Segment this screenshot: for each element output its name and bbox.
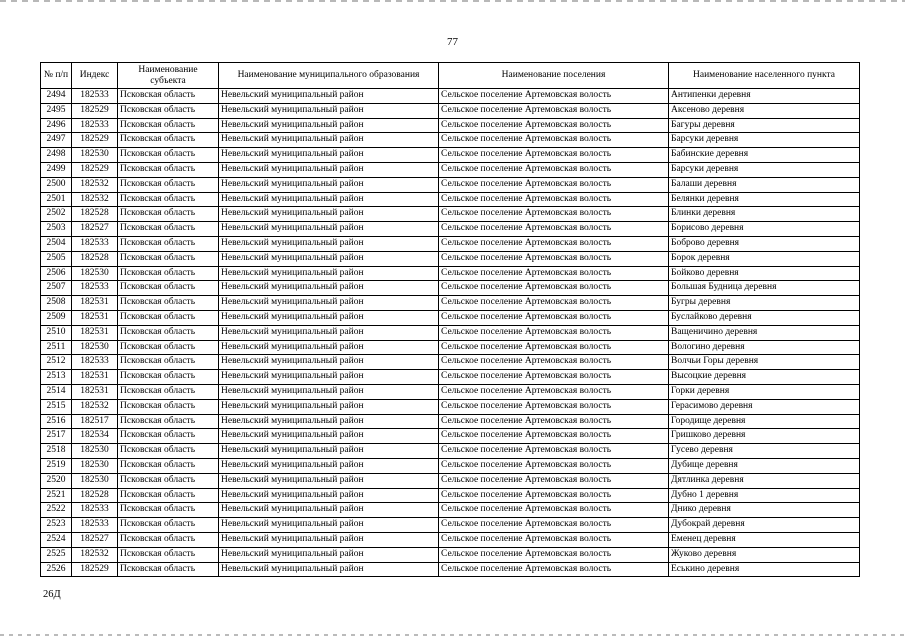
cell-index: 182531 xyxy=(72,384,118,399)
cell-subject: Псковская область xyxy=(118,325,219,340)
cell-locality: Жуково деревня xyxy=(669,547,860,562)
cell-subject: Псковская область xyxy=(118,162,219,177)
cell-municipality: Невельский муниципальный район xyxy=(219,532,439,547)
cell-index: 182532 xyxy=(72,177,118,192)
cell-number: 2520 xyxy=(41,473,72,488)
cell-municipality: Невельский муниципальный район xyxy=(219,399,439,414)
cell-subject: Псковская область xyxy=(118,384,219,399)
cell-index: 182533 xyxy=(72,118,118,133)
cell-locality: Багуры деревня xyxy=(669,118,860,133)
cell-municipality: Невельский муниципальный район xyxy=(219,562,439,577)
cell-municipality: Невельский муниципальный район xyxy=(219,103,439,118)
header-index: Индекс xyxy=(72,63,118,89)
footer-code: 26Д xyxy=(43,589,61,600)
cell-settlement: Сельское поселение Артемовская волость xyxy=(439,266,669,281)
cell-subject: Псковская область xyxy=(118,399,219,414)
cell-index: 182533 xyxy=(72,503,118,518)
cell-settlement: Сельское поселение Артемовская волость xyxy=(439,384,669,399)
cell-number: 2516 xyxy=(41,414,72,429)
cell-subject: Псковская область xyxy=(118,547,219,562)
cell-number: 2503 xyxy=(41,222,72,237)
cell-index: 182529 xyxy=(72,133,118,148)
cell-locality: Еськино деревня xyxy=(669,562,860,577)
cell-number: 2525 xyxy=(41,547,72,562)
cell-subject: Псковская область xyxy=(118,103,219,118)
cell-subject: Псковская область xyxy=(118,429,219,444)
header-locality: Наименование населенного пункта xyxy=(669,63,860,89)
cell-locality: Волчьи Горы деревня xyxy=(669,355,860,370)
cell-municipality: Невельский муниципальный район xyxy=(219,488,439,503)
cell-settlement: Сельское поселение Артемовская волость xyxy=(439,518,669,533)
cell-index: 182533 xyxy=(72,236,118,251)
cell-number: 2501 xyxy=(41,192,72,207)
cell-index: 182530 xyxy=(72,473,118,488)
cell-municipality: Невельский муниципальный район xyxy=(219,384,439,399)
cell-number: 2495 xyxy=(41,103,72,118)
cell-locality: Высоцкие деревня xyxy=(669,370,860,385)
cell-subject: Псковская область xyxy=(118,177,219,192)
cell-locality: Дятлинка деревня xyxy=(669,473,860,488)
cell-subject: Псковская область xyxy=(118,133,219,148)
table-row xyxy=(41,251,860,266)
cell-municipality: Невельский муниципальный район xyxy=(219,222,439,237)
cell-subject: Псковская область xyxy=(118,148,219,163)
cell-index: 182517 xyxy=(72,414,118,429)
cell-number: 2512 xyxy=(41,355,72,370)
cell-subject: Псковская область xyxy=(118,296,219,311)
table-row xyxy=(41,429,860,444)
cell-municipality: Невельский муниципальный район xyxy=(219,236,439,251)
cell-municipality: Невельский муниципальный район xyxy=(219,251,439,266)
cell-subject: Псковская область xyxy=(118,266,219,281)
cell-settlement: Сельское поселение Артемовская волость xyxy=(439,473,669,488)
cell-settlement: Сельское поселение Артемовская волость xyxy=(439,251,669,266)
header-municipality: Наименование муниципального образования xyxy=(219,63,439,89)
table-row xyxy=(41,148,860,163)
cell-settlement: Сельское поселение Артемовская волость xyxy=(439,488,669,503)
table-row xyxy=(41,177,860,192)
cell-municipality: Невельский муниципальный район xyxy=(219,162,439,177)
cell-settlement: Сельское поселение Артемовская волость xyxy=(439,192,669,207)
table-body xyxy=(41,89,860,577)
cell-municipality: Невельский муниципальный район xyxy=(219,414,439,429)
cell-municipality: Невельский муниципальный район xyxy=(219,518,439,533)
cell-municipality: Невельский муниципальный район xyxy=(219,444,439,459)
cell-municipality: Невельский муниципальный район xyxy=(219,148,439,163)
cell-municipality: Невельский муниципальный район xyxy=(219,192,439,207)
cell-locality: Городище деревня xyxy=(669,414,860,429)
settlements-table xyxy=(40,62,860,577)
cell-settlement: Сельское поселение Артемовская волость xyxy=(439,281,669,296)
cell-settlement: Сельское поселение Артемовская волость xyxy=(439,148,669,163)
cell-settlement: Сельское поселение Артемовская волость xyxy=(439,236,669,251)
table-header-row xyxy=(41,63,860,89)
table-row xyxy=(41,310,860,325)
cell-municipality: Невельский муниципальный район xyxy=(219,310,439,325)
cell-subject: Псковская область xyxy=(118,192,219,207)
cell-locality: Барсуки деревня xyxy=(669,162,860,177)
table-row xyxy=(41,222,860,237)
cell-index: 182531 xyxy=(72,370,118,385)
cell-index: 182528 xyxy=(72,207,118,222)
cell-municipality: Невельский муниципальный район xyxy=(219,266,439,281)
cell-locality: Бабинские деревня xyxy=(669,148,860,163)
cell-subject: Псковская область xyxy=(118,222,219,237)
cell-subject: Псковская область xyxy=(118,532,219,547)
header-number: № п/п xyxy=(41,63,72,89)
table-row xyxy=(41,473,860,488)
header-subject: Наименование субъекта xyxy=(118,63,219,89)
cell-subject: Псковская область xyxy=(118,355,219,370)
cell-index: 182532 xyxy=(72,192,118,207)
table-row xyxy=(41,340,860,355)
cell-number: 2507 xyxy=(41,281,72,296)
cell-index: 182530 xyxy=(72,148,118,163)
cell-number: 2508 xyxy=(41,296,72,311)
cell-municipality: Невельский муниципальный район xyxy=(219,89,439,104)
cell-settlement: Сельское поселение Артемовская волость xyxy=(439,532,669,547)
cell-settlement: Сельское поселение Артемовская волость xyxy=(439,89,669,104)
cell-number: 2522 xyxy=(41,503,72,518)
cell-settlement: Сельское поселение Артемовская волость xyxy=(439,340,669,355)
cell-municipality: Невельский муниципальный район xyxy=(219,118,439,133)
cell-number: 2498 xyxy=(41,148,72,163)
cell-subject: Псковская область xyxy=(118,207,219,222)
cell-subject: Псковская область xyxy=(118,310,219,325)
cell-number: 2504 xyxy=(41,236,72,251)
cell-number: 2519 xyxy=(41,458,72,473)
cell-municipality: Невельский муниципальный район xyxy=(219,281,439,296)
cell-municipality: Невельский муниципальный район xyxy=(219,325,439,340)
cell-settlement: Сельское поселение Артемовская волость xyxy=(439,177,669,192)
cell-settlement: Сельское поселение Артемовская волость xyxy=(439,118,669,133)
cell-locality: Антипенки деревня xyxy=(669,89,860,104)
cell-subject: Псковская область xyxy=(118,503,219,518)
table-row xyxy=(41,399,860,414)
cell-index: 182527 xyxy=(72,222,118,237)
table-row xyxy=(41,266,860,281)
cell-subject: Псковская область xyxy=(118,562,219,577)
cell-settlement: Сельское поселение Артемовская волость xyxy=(439,103,669,118)
cell-index: 182529 xyxy=(72,162,118,177)
cell-locality: Ващеничино деревня xyxy=(669,325,860,340)
cell-settlement: Сельское поселение Артемовская волость xyxy=(439,399,669,414)
cell-locality: Вологино деревня xyxy=(669,340,860,355)
cell-municipality: Невельский муниципальный район xyxy=(219,177,439,192)
cell-locality: Боброво деревня xyxy=(669,236,860,251)
cell-index: 182528 xyxy=(72,488,118,503)
cell-subject: Псковская область xyxy=(118,458,219,473)
cell-number: 2521 xyxy=(41,488,72,503)
cell-settlement: Сельское поселение Артемовская волость xyxy=(439,503,669,518)
cell-settlement: Сельское поселение Артемовская волость xyxy=(439,370,669,385)
cell-index: 182527 xyxy=(72,532,118,547)
cell-settlement: Сельское поселение Артемовская волость xyxy=(439,296,669,311)
cell-settlement: Сельское поселение Артемовская волость xyxy=(439,429,669,444)
table-row xyxy=(41,133,860,148)
cell-locality: Белянки деревня xyxy=(669,192,860,207)
cell-number: 2526 xyxy=(41,562,72,577)
cell-locality: Дубище деревня xyxy=(669,458,860,473)
cell-number: 2505 xyxy=(41,251,72,266)
table-row xyxy=(41,384,860,399)
table-row xyxy=(41,192,860,207)
cell-settlement: Сельское поселение Артемовская волость xyxy=(439,162,669,177)
cell-locality: Буслайково деревня xyxy=(669,310,860,325)
table-row xyxy=(41,414,860,429)
cell-municipality: Невельский муниципальный район xyxy=(219,473,439,488)
cell-subject: Псковская область xyxy=(118,251,219,266)
table-row xyxy=(41,518,860,533)
page-number: 77 xyxy=(447,36,458,48)
cell-locality: Борисово деревня xyxy=(669,222,860,237)
table-row xyxy=(41,370,860,385)
scan-edge-top xyxy=(0,0,905,2)
cell-locality: Блинки деревня xyxy=(669,207,860,222)
cell-locality: Бугры деревня xyxy=(669,296,860,311)
cell-number: 2510 xyxy=(41,325,72,340)
cell-locality: Бойково деревня xyxy=(669,266,860,281)
cell-number: 2506 xyxy=(41,266,72,281)
cell-locality: Еменец деревня xyxy=(669,532,860,547)
cell-subject: Псковская область xyxy=(118,281,219,296)
cell-settlement: Сельское поселение Артемовская волость xyxy=(439,355,669,370)
cell-number: 2518 xyxy=(41,444,72,459)
table-row xyxy=(41,562,860,577)
table-row xyxy=(41,236,860,251)
cell-municipality: Невельский муниципальный район xyxy=(219,429,439,444)
table-row xyxy=(41,503,860,518)
cell-subject: Псковская область xyxy=(118,488,219,503)
cell-number: 2517 xyxy=(41,429,72,444)
cell-locality: Балаши деревня xyxy=(669,177,860,192)
cell-locality: Дубокрай деревня xyxy=(669,518,860,533)
cell-settlement: Сельское поселение Артемовская волость xyxy=(439,222,669,237)
cell-number: 2514 xyxy=(41,384,72,399)
cell-index: 182530 xyxy=(72,458,118,473)
table-row xyxy=(41,532,860,547)
table-row xyxy=(41,296,860,311)
cell-locality: Барсуки деревня xyxy=(669,133,860,148)
cell-index: 182531 xyxy=(72,325,118,340)
cell-locality: Борок деревня xyxy=(669,251,860,266)
cell-settlement: Сельское поселение Артемовская волость xyxy=(439,310,669,325)
cell-settlement: Сельское поселение Артемовская волость xyxy=(439,547,669,562)
cell-number: 2494 xyxy=(41,89,72,104)
table-row xyxy=(41,488,860,503)
table-row xyxy=(41,281,860,296)
table-row xyxy=(41,325,860,340)
cell-locality: Герасимово деревня xyxy=(669,399,860,414)
cell-subject: Псковская область xyxy=(118,473,219,488)
cell-settlement: Сельское поселение Артемовская волость xyxy=(439,207,669,222)
cell-number: 2511 xyxy=(41,340,72,355)
cell-number: 2499 xyxy=(41,162,72,177)
table-row xyxy=(41,207,860,222)
cell-index: 182530 xyxy=(72,266,118,281)
cell-locality: Днико деревня xyxy=(669,503,860,518)
cell-municipality: Невельский муниципальный район xyxy=(219,207,439,222)
cell-number: 2524 xyxy=(41,532,72,547)
cell-subject: Псковская область xyxy=(118,89,219,104)
table-row xyxy=(41,355,860,370)
table-row xyxy=(41,89,860,104)
cell-index: 182532 xyxy=(72,399,118,414)
cell-subject: Псковская область xyxy=(118,444,219,459)
cell-number: 2509 xyxy=(41,310,72,325)
cell-locality: Гусево деревня xyxy=(669,444,860,459)
settlements-table-container xyxy=(40,62,860,577)
table-row xyxy=(41,458,860,473)
cell-settlement: Сельское поселение Артемовская волость xyxy=(439,562,669,577)
cell-index: 182529 xyxy=(72,562,118,577)
cell-index: 182531 xyxy=(72,296,118,311)
cell-municipality: Невельский муниципальный район xyxy=(219,355,439,370)
cell-index: 182534 xyxy=(72,429,118,444)
table-row xyxy=(41,162,860,177)
cell-index: 182530 xyxy=(72,340,118,355)
cell-subject: Псковская область xyxy=(118,340,219,355)
cell-locality: Аксеново деревня xyxy=(669,103,860,118)
cell-subject: Псковская область xyxy=(118,370,219,385)
cell-municipality: Невельский муниципальный район xyxy=(219,340,439,355)
cell-index: 182533 xyxy=(72,518,118,533)
cell-locality: Дубно 1 деревня xyxy=(669,488,860,503)
cell-subject: Псковская область xyxy=(118,414,219,429)
cell-subject: Псковская область xyxy=(118,118,219,133)
header-settlement: Наименование поселения xyxy=(439,63,669,89)
cell-settlement: Сельское поселение Артемовская волость xyxy=(439,458,669,473)
cell-settlement: Сельское поселение Артемовская волость xyxy=(439,414,669,429)
table-row xyxy=(41,547,860,562)
cell-municipality: Невельский муниципальный район xyxy=(219,547,439,562)
cell-index: 182529 xyxy=(72,103,118,118)
cell-locality: Большая Будница деревня xyxy=(669,281,860,296)
cell-municipality: Невельский муниципальный район xyxy=(219,296,439,311)
cell-municipality: Невельский муниципальный район xyxy=(219,458,439,473)
cell-subject: Псковская область xyxy=(118,236,219,251)
cell-locality: Горки деревня xyxy=(669,384,860,399)
cell-municipality: Невельский муниципальный район xyxy=(219,133,439,148)
cell-number: 2515 xyxy=(41,399,72,414)
cell-municipality: Невельский муниципальный район xyxy=(219,370,439,385)
cell-settlement: Сельское поселение Артемовская волость xyxy=(439,325,669,340)
table-row xyxy=(41,103,860,118)
cell-settlement: Сельское поселение Артемовская волость xyxy=(439,444,669,459)
table-row xyxy=(41,118,860,133)
table-row xyxy=(41,444,860,459)
cell-index: 182531 xyxy=(72,310,118,325)
cell-subject: Псковская область xyxy=(118,518,219,533)
cell-settlement: Сельское поселение Артемовская волость xyxy=(439,133,669,148)
scan-edge-bottom xyxy=(0,634,905,636)
cell-index: 182533 xyxy=(72,355,118,370)
cell-municipality: Невельский муниципальный район xyxy=(219,503,439,518)
cell-index: 182528 xyxy=(72,251,118,266)
cell-locality: Гришково деревня xyxy=(669,429,860,444)
cell-number: 2502 xyxy=(41,207,72,222)
cell-number: 2496 xyxy=(41,118,72,133)
cell-index: 182532 xyxy=(72,547,118,562)
cell-number: 2500 xyxy=(41,177,72,192)
cell-number: 2523 xyxy=(41,518,72,533)
cell-index: 182530 xyxy=(72,444,118,459)
cell-index: 182533 xyxy=(72,89,118,104)
cell-number: 2497 xyxy=(41,133,72,148)
cell-index: 182533 xyxy=(72,281,118,296)
cell-number: 2513 xyxy=(41,370,72,385)
